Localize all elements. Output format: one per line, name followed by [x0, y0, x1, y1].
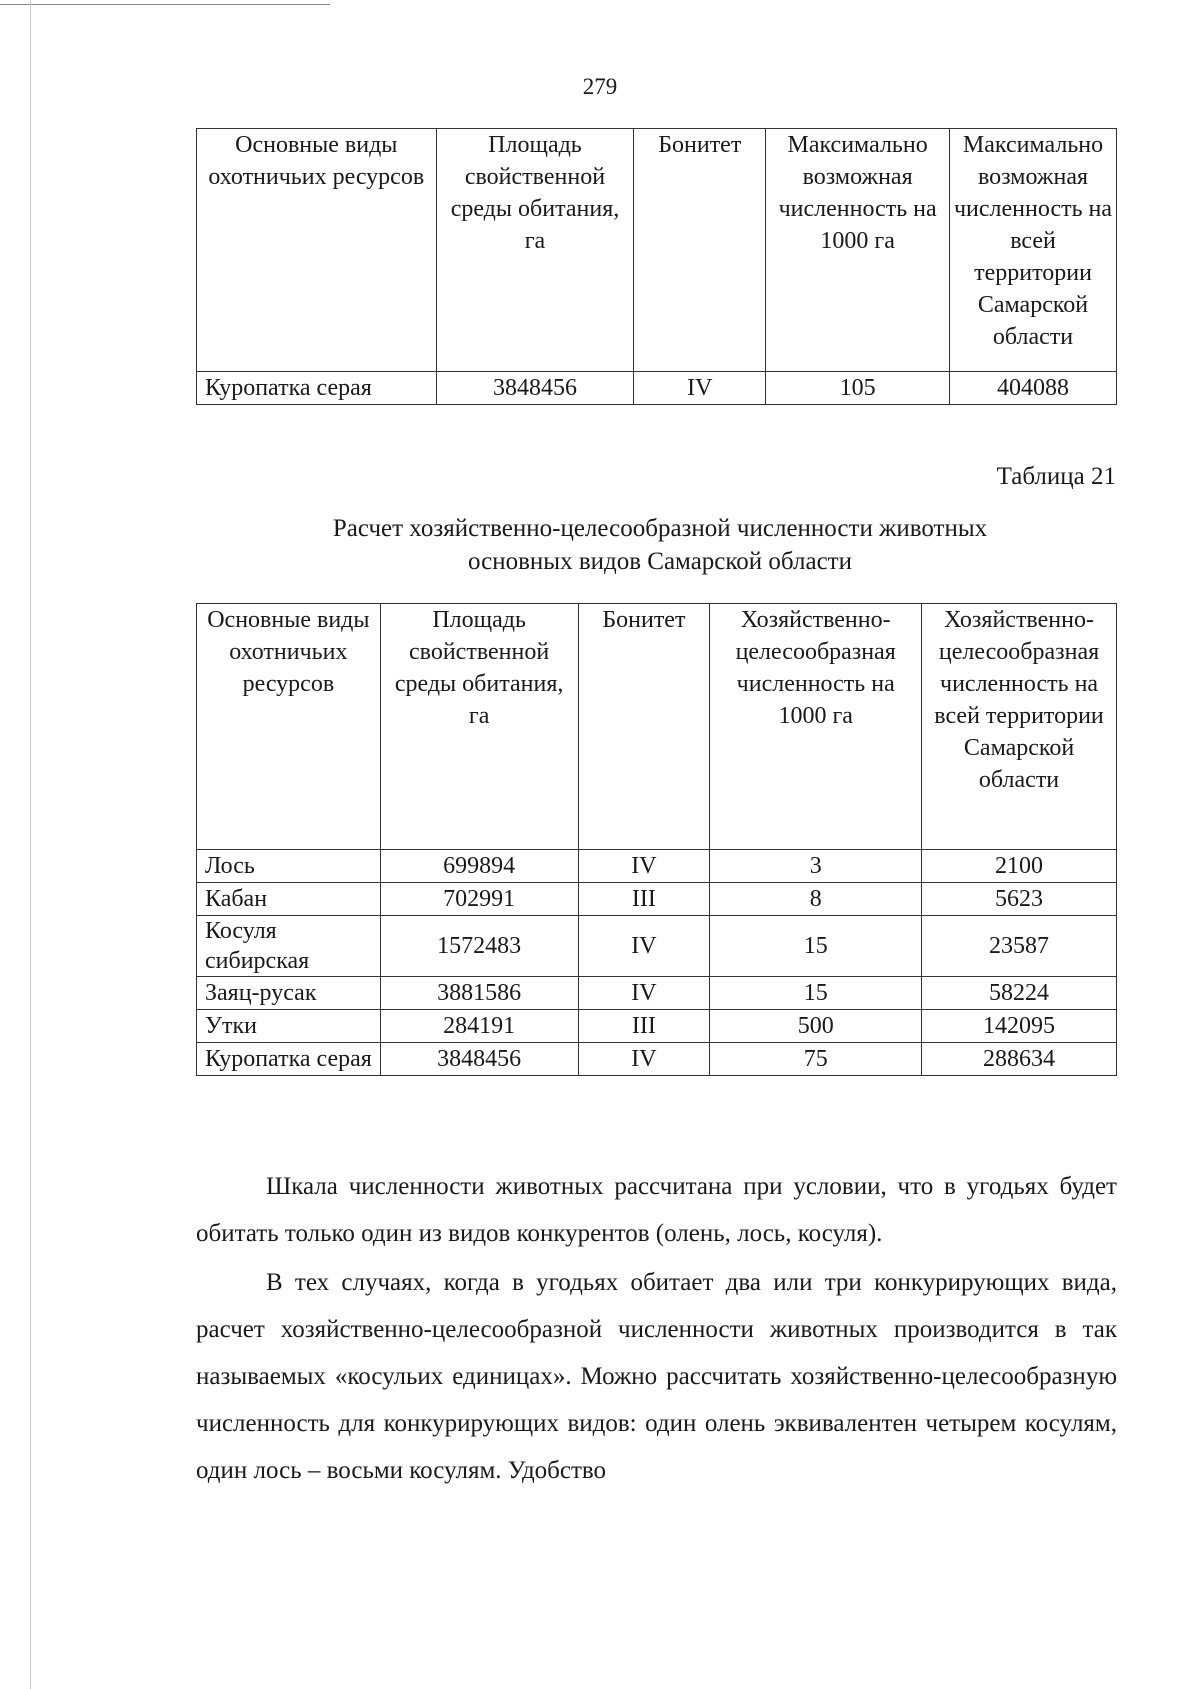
table-title-line: основных видов Самарской области: [468, 548, 852, 575]
header-cell: Бонитет: [634, 129, 766, 372]
body-paragraph: В тех случаях, когда в угодьях обитает два или три конкурирующих вида, расчет хозяйственно-целесообразной численности животных производится в так называемых «косульих единицах». Можно рассчитать хозяйственно-целесообразную численность для конкурирующих видов: один олень эквивалентен четырем косулям, один лось – восьми косулям. Удобство: [196, 1269, 1117, 1484]
area-cell: 3881586: [380, 977, 578, 1010]
header-cell: Хозяйственно-целесообразная численность на всей территории Самарской области: [922, 604, 1117, 850]
bonitet-cell: IV: [634, 372, 766, 405]
table-row: [197, 916, 1117, 977]
table-21: [196, 603, 1117, 1076]
per-1000-cell: 15: [710, 916, 922, 977]
header-cell: Площадь свойственной среды обитания, га: [380, 604, 578, 850]
total-cell: 23587: [922, 916, 1117, 977]
header-cell: Основные виды охотничьих ресурсов: [197, 129, 437, 372]
page-number: 279: [582, 74, 618, 99]
bonitet-cell: IV: [578, 916, 710, 977]
table-title-line: Расчет хозяйственно-целесообразной численности животных: [332, 515, 988, 542]
total-cell: 2100: [922, 850, 1117, 883]
table-row: [197, 1043, 1117, 1076]
per-1000-cell: 3: [710, 850, 922, 883]
header-cell: Основные виды охотничьих ресурсов: [197, 604, 381, 850]
species-cell: Утки: [197, 1010, 381, 1043]
header-cell: Максимально возможная численность на всей территории Самарской области: [950, 129, 1117, 372]
bonitet-cell: III: [578, 1010, 710, 1043]
area-cell: 3848456: [380, 1043, 578, 1076]
species-cell: Лось: [197, 850, 381, 883]
per-1000-cell: 75: [710, 1043, 922, 1076]
species-cell: Кабан: [197, 883, 381, 916]
area-cell: 284191: [380, 1010, 578, 1043]
table-label: Таблица 21: [996, 463, 1116, 490]
table-header-row: [197, 129, 1117, 372]
area-cell: 3848456: [436, 372, 634, 405]
species-cell: Косуля сибирская: [197, 916, 381, 977]
species-cell: Куропатка серая: [197, 1043, 381, 1076]
species-cell: Куропатка серая: [197, 372, 437, 405]
bonitet-cell: III: [578, 883, 710, 916]
bonitet-cell: IV: [578, 850, 710, 883]
bonitet-cell: IV: [578, 977, 710, 1010]
header-cell: Максимально возможная численность на 1000 га: [766, 129, 950, 372]
species-cell: Заяц-русак: [197, 977, 381, 1010]
header-cell: Бонитет: [578, 604, 710, 850]
table-header-row: [197, 604, 1117, 850]
area-cell: 702991: [380, 883, 578, 916]
scan-edge-top: [0, 4, 330, 5]
body-paragraph: Шкала численности животных рассчитана при условии, что в угодьях будет обитать только один из видов конкурентов (олень, лось, косуля).: [196, 1173, 1117, 1247]
area-cell: 1572483: [380, 916, 578, 977]
total-cell: 58224: [922, 977, 1117, 1010]
total-cell: 5623: [922, 883, 1117, 916]
total-cell: 404088: [950, 372, 1117, 405]
total-cell: 142095: [922, 1010, 1117, 1043]
header-cell: Хозяйственно-целесообразная численность на 1000 га: [710, 604, 922, 850]
table-row: [197, 850, 1117, 883]
per-1000-cell: 8: [710, 883, 922, 916]
area-cell: 699894: [380, 850, 578, 883]
per-1000-cell: 105: [766, 372, 950, 405]
total-cell: 288634: [922, 1043, 1117, 1076]
bonitet-cell: IV: [578, 1043, 710, 1076]
per-1000-cell: 500: [710, 1010, 922, 1043]
per-1000-cell: 15: [710, 977, 922, 1010]
table-row: [197, 1010, 1117, 1043]
header-cell: Площадь свойственной среды обитания, га: [436, 129, 634, 372]
scan-edge-left: [30, 0, 31, 1689]
continued-table: [196, 128, 1117, 405]
table-row: [197, 883, 1117, 916]
table-title: [180, 512, 1140, 578]
table-row: [197, 372, 1117, 405]
table-row: [197, 977, 1117, 1010]
